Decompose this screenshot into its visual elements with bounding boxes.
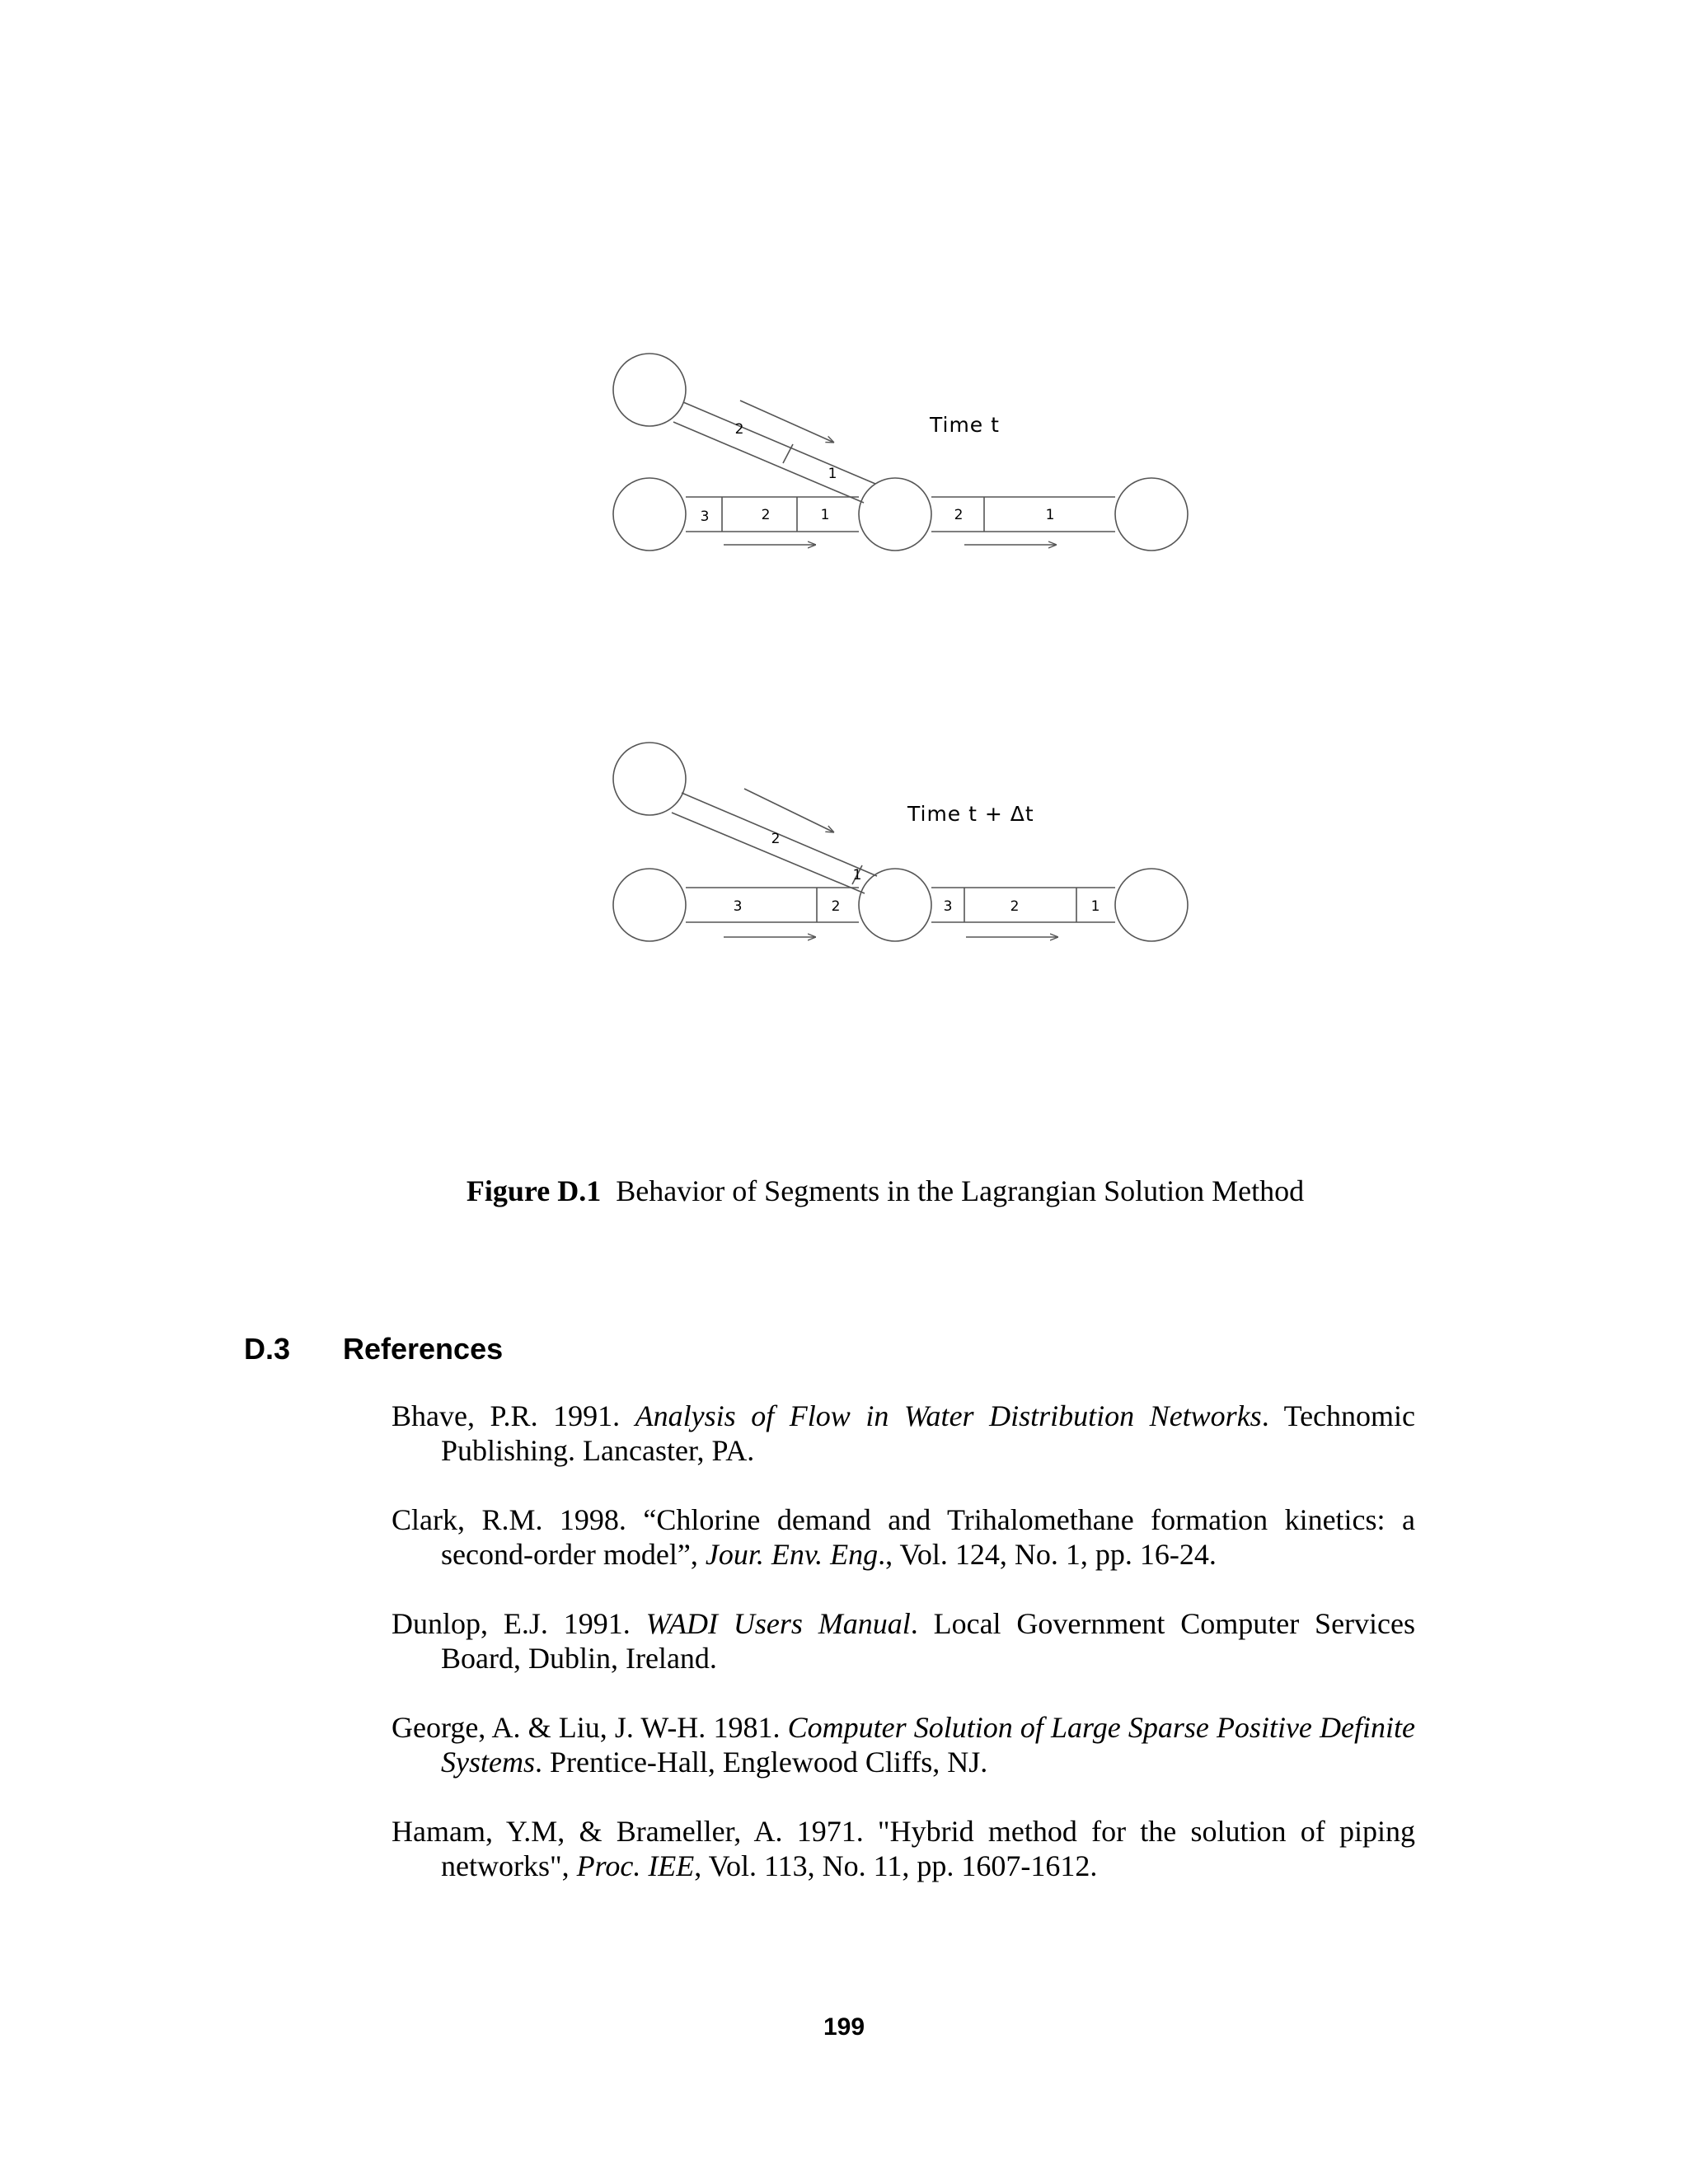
segment-label: 2 [761,507,771,523]
segment-label: 2 [734,421,744,438]
segment-label: 3 [943,898,953,915]
segment-label: 2 [771,831,781,847]
segment-label: 2 [1010,898,1020,915]
source-node [613,743,686,815]
left-node [613,478,686,551]
section-title: References [343,1332,504,1366]
top-panel [613,354,1188,551]
source-node [613,354,686,426]
time-label: Time t + Δt [907,802,1034,826]
bottom-panel [613,743,1188,941]
reference-entry: George, A. & Liu, J. W-H. 1981. Computer Solution of Large Sparse Positive Definite Systems. Prentice-Hall, Englewood Cliffs, NJ. [392,1711,1416,1779]
segment-label: 3 [733,898,743,915]
page-number: 199 [823,2013,865,2041]
segment-label: 2 [954,507,964,523]
segment-label: 1 [1090,898,1100,915]
lagrangian-segments-figure [0,0,1688,989]
right-node [1115,478,1188,551]
segment-label: 1 [1045,507,1055,523]
junction-node [859,478,931,551]
junction-node [859,869,931,941]
segment-label: 1 [820,507,830,523]
reference-entry: Clark, R.M. 1998. “Chlorine demand and Trihalomethane formation kinetics: a second-order model”, Jour. Env. Eng., Vol. 124, No. 1, pp. 16-24. [392,1503,1415,1571]
figure-caption-label: Figure D.1 [466,1174,602,1207]
figure-caption-text: Behavior of Segments in the Lagrangian Solution Method [616,1174,1305,1207]
left-pipe [686,497,859,532]
left-node [613,869,686,941]
right-pipe [931,888,1115,922]
inflow-pipe [673,402,875,503]
segment-label: 2 [831,898,841,915]
figure-caption [0,1173,1688,1209]
reference-entry: Bhave, P.R. 1991. Analysis of Flow in Water Distribution Networks. Technomic Publishing. Lancaster, PA. [392,1399,1416,1467]
section-heading [244,1332,503,1366]
flow-arrow [740,401,834,443]
section-number: D.3 [244,1332,291,1366]
right-node [1115,869,1188,941]
reference-list [392,1399,1415,1918]
segment-label: 3 [700,509,710,525]
segment-label: 1 [852,867,862,883]
segment-label: 1 [828,466,837,482]
reference-entry: Dunlop, E.J. 1991. WADI Users Manual. Local Government Computer Services Board, Dublin, Ireland. [392,1607,1416,1675]
time-label: Time t [930,413,1000,437]
reference-entry: Hamam, Y.M, & Brameller, A. 1971. "Hybrid method for the solution of piping networks", Proc. IEE, Vol. 113, No. 11, pp. 1607-1612. [392,1815,1415,1882]
